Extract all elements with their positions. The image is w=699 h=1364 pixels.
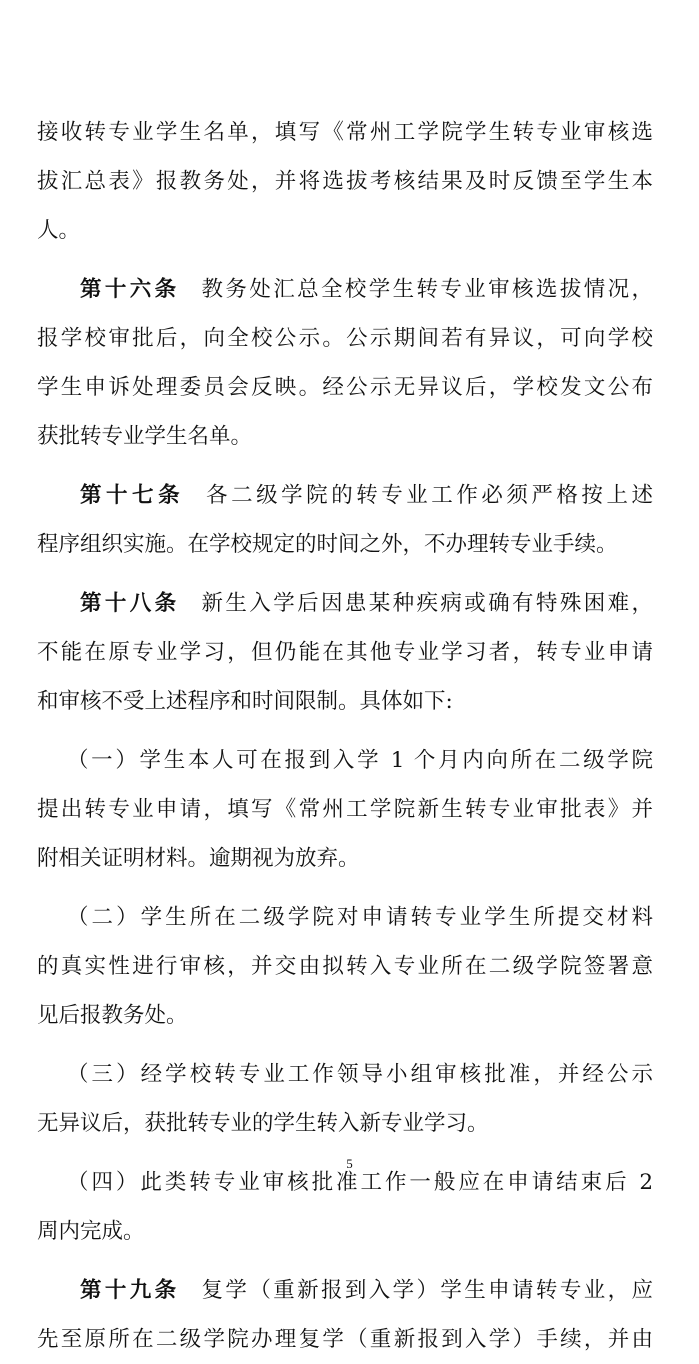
text-line: 先至原所在二级学院办理复学（重新报到入学）手续，并由 — [37, 1327, 653, 1352]
article-17 — [37, 471, 653, 569]
text-line: （二）学生所在二级学院对申请转专业学生所提交材料 — [67, 905, 653, 930]
text-line: 接收转专业学生名单，填写《常州工学院学生转专业审核选 — [37, 120, 653, 145]
list-item-3 — [37, 1050, 653, 1148]
text-line: 见后报教务处。 — [37, 1003, 188, 1028]
list-item-4 — [37, 1158, 653, 1256]
text-line — [37, 265, 653, 314]
text-span: 教务处汇总全校学生转专业审核选拔情况， — [201, 277, 653, 302]
text-line: 学生申诉处理委员会反映。经公示无异议后，学校发文公布 — [37, 375, 653, 400]
text-line: 无异议后，获批转专业的学生转入新专业学习。 — [37, 1111, 489, 1136]
text-line — [37, 579, 653, 628]
text-span: 复学（重新报到入学）学生申请转专业，应 — [201, 1278, 653, 1303]
text-line: 报学校审批后，向全校公示。公示期间若有异议，可向学校 — [37, 326, 653, 351]
text-line: （四）此类转专业审核批准工作一般应在申请结束后 2 — [67, 1170, 653, 1195]
text-line: 人。 — [37, 218, 81, 243]
article-16 — [37, 265, 653, 461]
text-line: 和审核不受上述程序和时间限制。具体如下: — [37, 689, 453, 714]
text-line: 附相关证明材料。逾期视为放弃。 — [37, 846, 360, 871]
article-heading: 第十八条 — [80, 591, 180, 616]
text-line: 拔汇总表》报教务处，并将选拔考核结果及时反馈至学生本 — [37, 169, 653, 194]
text-line: （三）经学校转专业工作领导小组审核批准，并经公示 — [67, 1062, 653, 1087]
article-heading: 第十六条 — [80, 277, 180, 302]
text-line: 的真实性进行审核，并交由拟转入专业所在二级学院签署意 — [37, 954, 653, 979]
page-number: 5 — [346, 1156, 353, 1171]
article-heading: 第十七条 — [80, 483, 185, 508]
text-line: 不能在原专业学习，但仍能在其他专业学习者，转专业申请 — [37, 640, 653, 665]
text-span: 新生入学后因患某种疾病或确有特殊困难， — [201, 591, 653, 616]
article-18 — [37, 579, 653, 726]
text-line: 程序组织实施。在学校规定的时间之外，不办理转专业手续。 — [37, 532, 618, 557]
text-line: 获批转专业学生名单。 — [37, 424, 253, 449]
text-span: 各二级学院的转专业工作必须严格按上述 — [206, 483, 653, 508]
text-line: （一）学生本人可在报到入学 1 个月内向所在二级学院 — [67, 748, 653, 773]
paragraph-continuation — [37, 108, 653, 255]
document-body — [37, 108, 653, 1364]
article-19 — [37, 1266, 653, 1364]
article-heading: 第十九条 — [80, 1278, 180, 1303]
text-line: 提出转专业申请，填写《常州工学院新生转专业审批表》并 — [37, 797, 653, 822]
list-item-1 — [37, 736, 653, 883]
text-line — [37, 1266, 653, 1315]
list-item-2 — [37, 893, 653, 1040]
text-line: 周内完成。 — [37, 1219, 145, 1244]
text-line — [37, 471, 653, 520]
